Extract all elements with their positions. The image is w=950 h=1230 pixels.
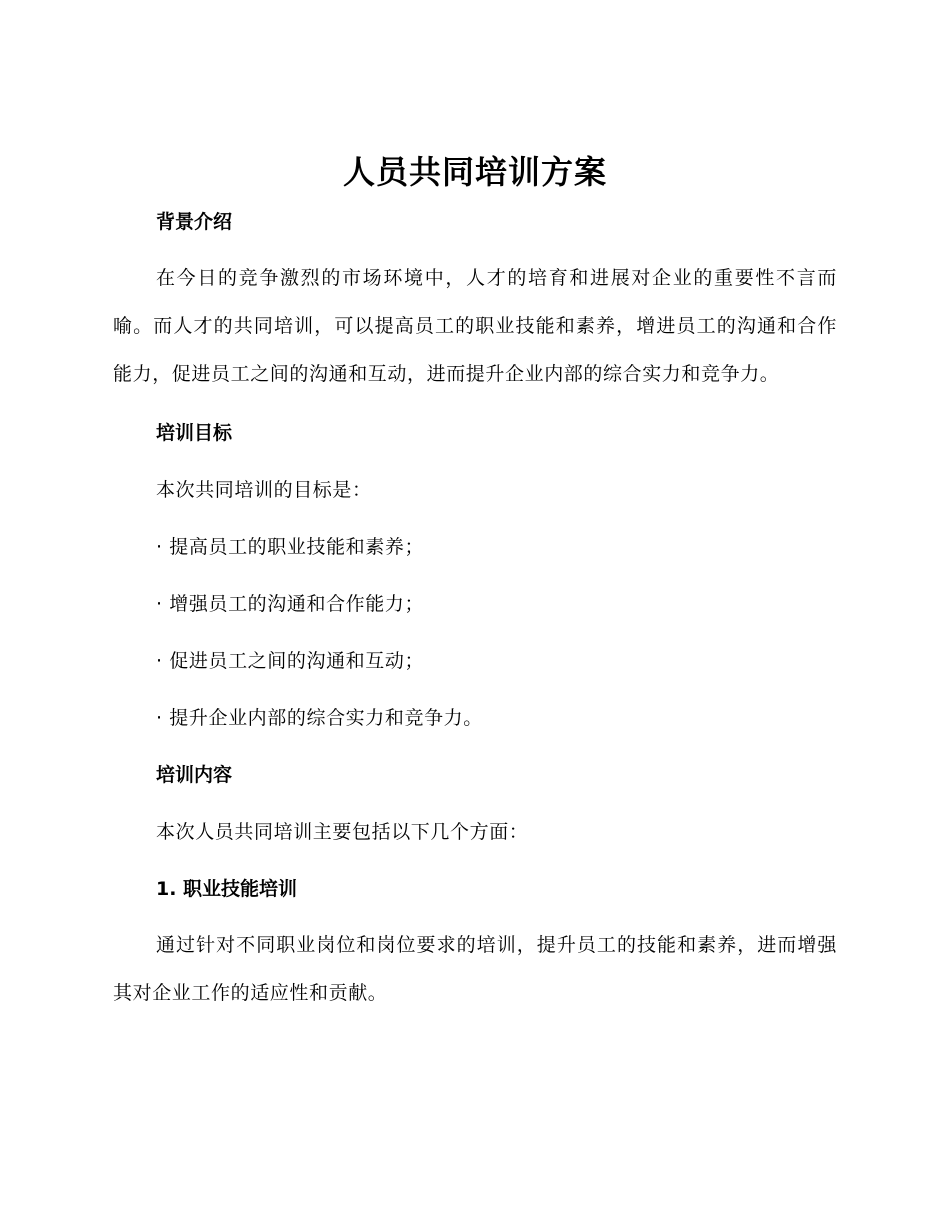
goals-item-1: · 提高员工的职业技能和素养； xyxy=(156,536,425,558)
paragraph-background: 在今日的竞争激烈的市场环境中，人才的培育和进展对企业的重要性不言而喻。而人才的共同培训，可以提高员工的职业技能和素养，增进员工的沟通和合作能力，促进员工之间的沟通和互动，进而提升企业内部的综合实力和竞争力。 xyxy=(113,267,837,385)
goals-item-4: · 提升企业内部的综合实力和竞争力。 xyxy=(156,707,483,729)
goals-intro: 本次共同培训的目标是： xyxy=(156,479,372,501)
goals-item-3: · 促进员工之间的沟通和互动； xyxy=(156,650,425,672)
heading-goals: 培训目标 xyxy=(156,422,233,444)
document-body xyxy=(113,205,837,1017)
heading-content: 培训内容 xyxy=(156,764,233,786)
subheading-vocational-skills: 1. 职业技能培训 xyxy=(156,878,298,900)
heading-background: 背景介绍 xyxy=(156,211,233,233)
document-title: 人员共同培训方案 xyxy=(342,153,607,191)
paragraph-vocational-skills: 通过针对不同职业岗位和岗位要求的培训，提升员工的技能和素养，进而增强其对企业工作的适应性和贡献。 xyxy=(113,934,837,1004)
goals-item-2: · 增强员工的沟通和合作能力； xyxy=(156,593,425,615)
content-intro: 本次人员共同培训主要包括以下几个方面： xyxy=(156,821,529,843)
